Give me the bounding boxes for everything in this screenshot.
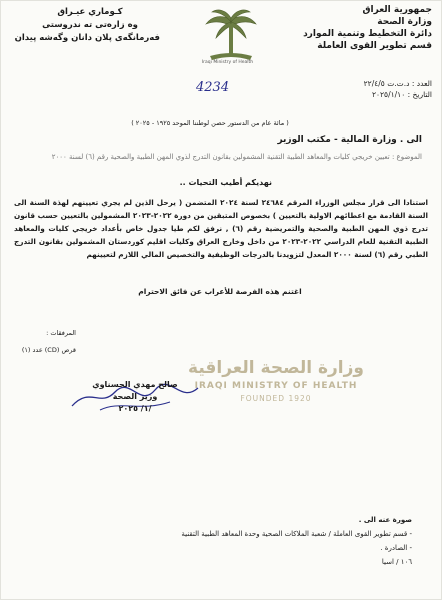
signatory-name: صالح مهدي الحسناوي	[92, 380, 178, 389]
handwritten-number: 4234	[196, 80, 230, 95]
signatory-block	[70, 379, 200, 415]
header-ar-line: قسم تطوير القوى العاملة	[317, 41, 432, 51]
greeting: نهديكم أطيب التحيات ..	[179, 178, 272, 187]
header-arabic	[302, 4, 432, 52]
addressee: الى . وزارة المالية - مكتب الوزير	[277, 135, 422, 145]
closing-line: اغتنم هذه الفرصة للأعراب عن فائق الاحترام	[138, 287, 302, 296]
header-ku-line: وه زارەتى تە ندروستى	[42, 20, 138, 30]
signature-date: /١/ ٢٠٢٥	[118, 404, 152, 413]
header-ar-line: وزارة الصحة	[377, 17, 432, 27]
copies-line: - قسم تطوير القوى العاملة / شعبة الملاكات الصحية وحدة المعاهد الطبية التقنية	[181, 530, 412, 538]
attachments-label: المرفقات :	[46, 329, 76, 337]
logo-caption: Iraqi Ministry of Health	[201, 60, 254, 65]
copies-line: - الصادرة .	[380, 544, 412, 552]
centenary-banner: ( مائة عام من الدستور حصن لوطننا الموحد ١٩٢٥ - ٢٠٢٥ )	[131, 119, 289, 127]
header-ar-line: دائرة التخطيط وتنمية الموارد	[303, 29, 432, 39]
subject-line: الموضوع : تعيين خريجي كليات والمعاهد الطبية التقنية المشمولين بقانون التدرج لذوي المهن الطبية والصحية رقم (٦) لسنة ٢٠٠٠	[51, 153, 422, 161]
ministry-logo	[196, 6, 266, 80]
copies-block	[82, 513, 412, 569]
stamp-arabic: وزارة الصحة العراقية	[188, 358, 364, 378]
copies-line: ١٠٦ / اسيا	[381, 558, 412, 566]
header-ar-line: جمهورية العراق	[362, 5, 432, 15]
header-ku-line: فەرمانگەی پلان دانان وگەشە پیدان	[14, 33, 160, 43]
stamp-year: FOUNDED 1920	[240, 394, 312, 403]
copies-title: صورة عنه الى .	[358, 516, 412, 524]
ref-number: العدد : د.ت.ت ٢٢/٤/٥	[363, 79, 432, 88]
signatory-title: وزير الصحة	[112, 392, 158, 401]
stamp-english: IRAQI MINISTRY OF HEALTH	[194, 381, 358, 391]
header-kurdish	[14, 6, 160, 45]
letter-body: استنادا الى قرار مجلس الوزراء المرقم ٢٤٦٨٤ لسنة ٢٠٢٤ المتضمن ( يرحل الذين لم يجري تعيينهم لهذة السنة الى السنة القادمة مع اعطائهم الاولية بالتعيين ) بخصوص المتبقين من دورة ٢٠٢٢-٢٠٢٣ المشمولين بالتعيين حسب قانون تدرج ذوي المهن الطبية والصحية والتمريضية رقم (٦) , نرفق لكم طيا جدول خاص بأعداد خريجي كليات والمعاهد الطبية التقنية للعام الدراسي ٢٠٢٢-٢٠٢٣ من داخل وخارج العراق وكليات اقليم كوردستان المشمولين بقانون التدرج الطبي رقم (٦) لسنة ٢٠٠٠ المعدل لتزويدنا بالدرجات الوظيفية والتخصيص المالي اللازم لتعيينهم	[14, 198, 429, 259]
attachment-cd: قرص (CD) عدد (١)	[21, 346, 76, 354]
header-ku-line: كـوماري عيـراق	[57, 7, 123, 17]
ref-date: التاريخ : ٢٠٢٥/١/١٠	[371, 90, 432, 99]
